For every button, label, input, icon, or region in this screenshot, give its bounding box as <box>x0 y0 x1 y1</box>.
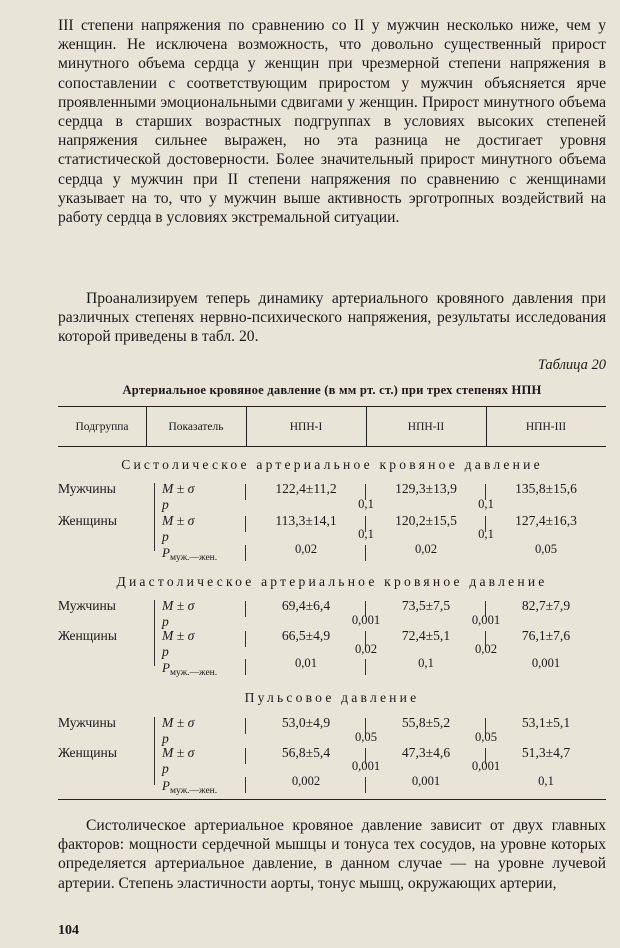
p-men-women-cell: 0,001 <box>411 774 441 788</box>
header-npn-1: НПН-I <box>289 421 323 433</box>
indicator-p-men-women: $P_{муж.—жен.}$ <box>162 545 218 563</box>
value-cell: 73,5±7,5 <box>401 598 451 613</box>
p-value-cell: 0,1 <box>358 497 374 511</box>
indicator-mean: M ± σ <box>162 745 195 760</box>
value-cell: 76,1±7,6 <box>521 628 571 643</box>
row-label-women: Женщины <box>58 628 117 643</box>
section-title-pulse: Пульсовое давление <box>244 690 420 705</box>
page-number: 104 <box>58 923 79 938</box>
row-label-women: Женщины <box>58 513 117 528</box>
indicator-p-men-women: $P_{муж.—жен.}$ <box>162 660 218 678</box>
p-men-women-cell: 0,001 <box>531 656 561 670</box>
indicator-mean: M ± σ <box>162 628 195 643</box>
value-cell: 120,2±15,5 <box>395 513 457 528</box>
p-value-cell: 0,001 <box>351 759 381 773</box>
p-men-women-cell: 0,05 <box>534 542 558 556</box>
indicator-mean: M ± σ <box>162 715 195 730</box>
value-cell: 127,4±16,3 <box>515 513 577 528</box>
value-cell: 55,8±5,2 <box>401 715 451 730</box>
section-title-diastolic: Диастолическое артериальное кровяное давление <box>116 574 548 589</box>
table-header-rule <box>58 446 606 447</box>
table-bottom-rule <box>58 799 606 800</box>
paragraph-systolic: Систолическое артериальное кровяное давление зависит от двух главных факторов: мощности сердечной мышцы и тонуса тех сосудов, на уровне которых определяется артериальное давление, в данном случае — на уровне лучевой артерии. Степень эластичности аорты, тонус мышц, окружающих артерии, <box>58 817 606 892</box>
indicator-mean: M ± σ <box>162 481 195 496</box>
row-label-women: Женщины <box>58 745 117 760</box>
value-cell: 129,3±13,9 <box>395 481 457 496</box>
header-npn-2: НПН-II <box>407 421 445 433</box>
p-men-women-cell: 0,02 <box>294 542 318 556</box>
p-value-cell: 0,001 <box>471 759 501 773</box>
value-cell: 56,8±5,4 <box>281 745 331 760</box>
row-label-men: Мужчины <box>58 715 116 730</box>
p-value-cell: 0,1 <box>358 527 374 541</box>
p-value-cell: 0,05 <box>354 730 378 744</box>
p-value-cell: 0,001 <box>471 613 501 627</box>
p-value-cell: 0,05 <box>474 730 498 744</box>
row-label-men: Мужчины <box>58 481 116 496</box>
value-cell: 51,3±4,7 <box>521 745 571 760</box>
indicator-mean: M ± σ <box>162 513 195 528</box>
value-cell: 53,0±4,9 <box>281 715 331 730</box>
indicator-p: p <box>162 614 169 629</box>
header-npn-3: НПН-III <box>525 421 567 433</box>
p-men-women-cell: 0,1 <box>418 656 434 670</box>
p-value-cell: 0,1 <box>478 527 494 541</box>
p-men-women-cell: 0,1 <box>538 774 554 788</box>
value-cell: 135,8±15,6 <box>515 481 577 496</box>
value-cell: 69,4±6,4 <box>281 598 331 613</box>
value-cell: 66,5±4,9 <box>281 628 331 643</box>
p-value-cell: 0,1 <box>478 497 494 511</box>
value-cell: 53,1±5,1 <box>521 715 571 730</box>
p-value-cell: 0,02 <box>474 642 498 656</box>
header-indicator: Показатель <box>168 421 224 433</box>
p-men-women-cell: 0,02 <box>414 542 438 556</box>
p-value-cell: 0,02 <box>354 642 378 656</box>
table-top-rule <box>58 406 606 407</box>
paragraph-analysis: Проанализируем теперь динамику артериального кровяного давления при различных степенях нервно-психического напряжения, результаты исследования которой приведены в табл. 20. <box>58 290 606 346</box>
indicator-p-men-women: $P_{муж.—жен.}$ <box>162 778 218 796</box>
row-label-men: Мужчины <box>58 598 116 613</box>
header-subgroup: Подгруппа <box>75 421 129 433</box>
indicator-p: p <box>162 497 169 512</box>
value-cell: 122,4±11,2 <box>275 481 337 496</box>
table-caption: Таблица 20 <box>537 357 606 373</box>
value-cell: 113,3±14,1 <box>275 513 337 528</box>
value-cell: 72,4±5,1 <box>401 628 451 643</box>
indicator-mean: M ± σ <box>162 598 195 613</box>
paragraph-intro: III степени напряжения по сравнению со II у мужчин несколько ниже, чем у женщин. Не исключена возможность, что довольно существенный прирост минутного объема сердца у женщин при чрезмерной степени напряжения в сопоставлении с соответствующим приростом у мужчин объясняется ярче проявленными эмоциональными сдвигами у женщин. Прирост минутного объема сердца в старших возрастных подгруппах в условиях высоких степеней напряжения сильнее выражен, но эта разница не достигает уровня статистической достоверности. Более значительный прирост минутного объема сердца у мужчин при II степени напряжения по сравнению с женщинами указывает на то, что у мужчин выше активность эрготропных воздействий на работу сердца в условиях экстремальной ситуации. <box>58 17 606 227</box>
table-title: Артериальное кровяное давление (в мм рт. ст.) при трех степенях НПН <box>122 383 542 397</box>
value-cell: 82,7±7,9 <box>521 598 571 613</box>
indicator-p: p <box>162 731 169 746</box>
value-cell: 47,3±4,6 <box>401 745 451 760</box>
p-men-women-cell: 0,01 <box>294 656 318 670</box>
indicator-p: p <box>162 644 169 659</box>
p-men-women-cell: 0,002 <box>291 774 321 788</box>
section-title-systolic: Систолическое артериальное кровяное давление <box>121 457 543 472</box>
indicator-p: p <box>162 761 169 776</box>
p-value-cell: 0,001 <box>351 613 381 627</box>
indicator-p: p <box>162 529 169 544</box>
